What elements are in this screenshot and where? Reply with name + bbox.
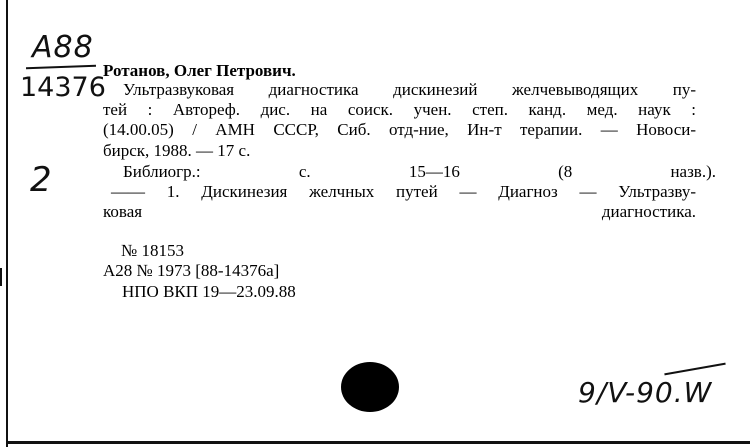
call-number-bottom: 14376 — [20, 72, 106, 103]
margin-mark: 2 — [30, 160, 52, 200]
handwritten-date-signature: 9/V-90.W — [578, 376, 713, 409]
description-line: бирск, 1988. — 17 с. — [103, 141, 251, 160]
card-bottom-edge — [6, 441, 750, 444]
subject-heading-line: ковая диагностика. — [103, 202, 696, 221]
record-number: № 18153 — [121, 241, 184, 260]
signature-flourish — [664, 363, 725, 376]
punch-hole — [341, 362, 399, 412]
call-number-divider — [26, 65, 96, 69]
publisher-line: НПО ВКП 19—23.09.88 — [122, 282, 296, 301]
card-edge-tick — [0, 268, 2, 286]
card-left-edge — [6, 0, 8, 447]
author-heading: Ротанов, Олег Петрович. — [103, 61, 296, 80]
bibliography-note: Библиогр.: с. 15—16 (8 назв.). — [123, 162, 716, 181]
description-line: Ультразвуковая диагностика дискинезий желчевыводящих пу- — [123, 80, 696, 99]
accession-number: А28 № 1973 [88-14376а] — [103, 261, 280, 280]
call-number-top: A88 — [32, 30, 94, 65]
description-line: тей : Автореф. дис. на соиск. учен. степ. канд. мед. наук : — [103, 100, 696, 119]
subject-heading-line: —— 1. Дискинезия желчных путей — Диагноз — Ультразву- — [111, 182, 696, 201]
description-line: (14.00.05) / АМН СССР, Сиб. отд-ние, Ин-т терапии. — Новоси- — [103, 120, 696, 139]
